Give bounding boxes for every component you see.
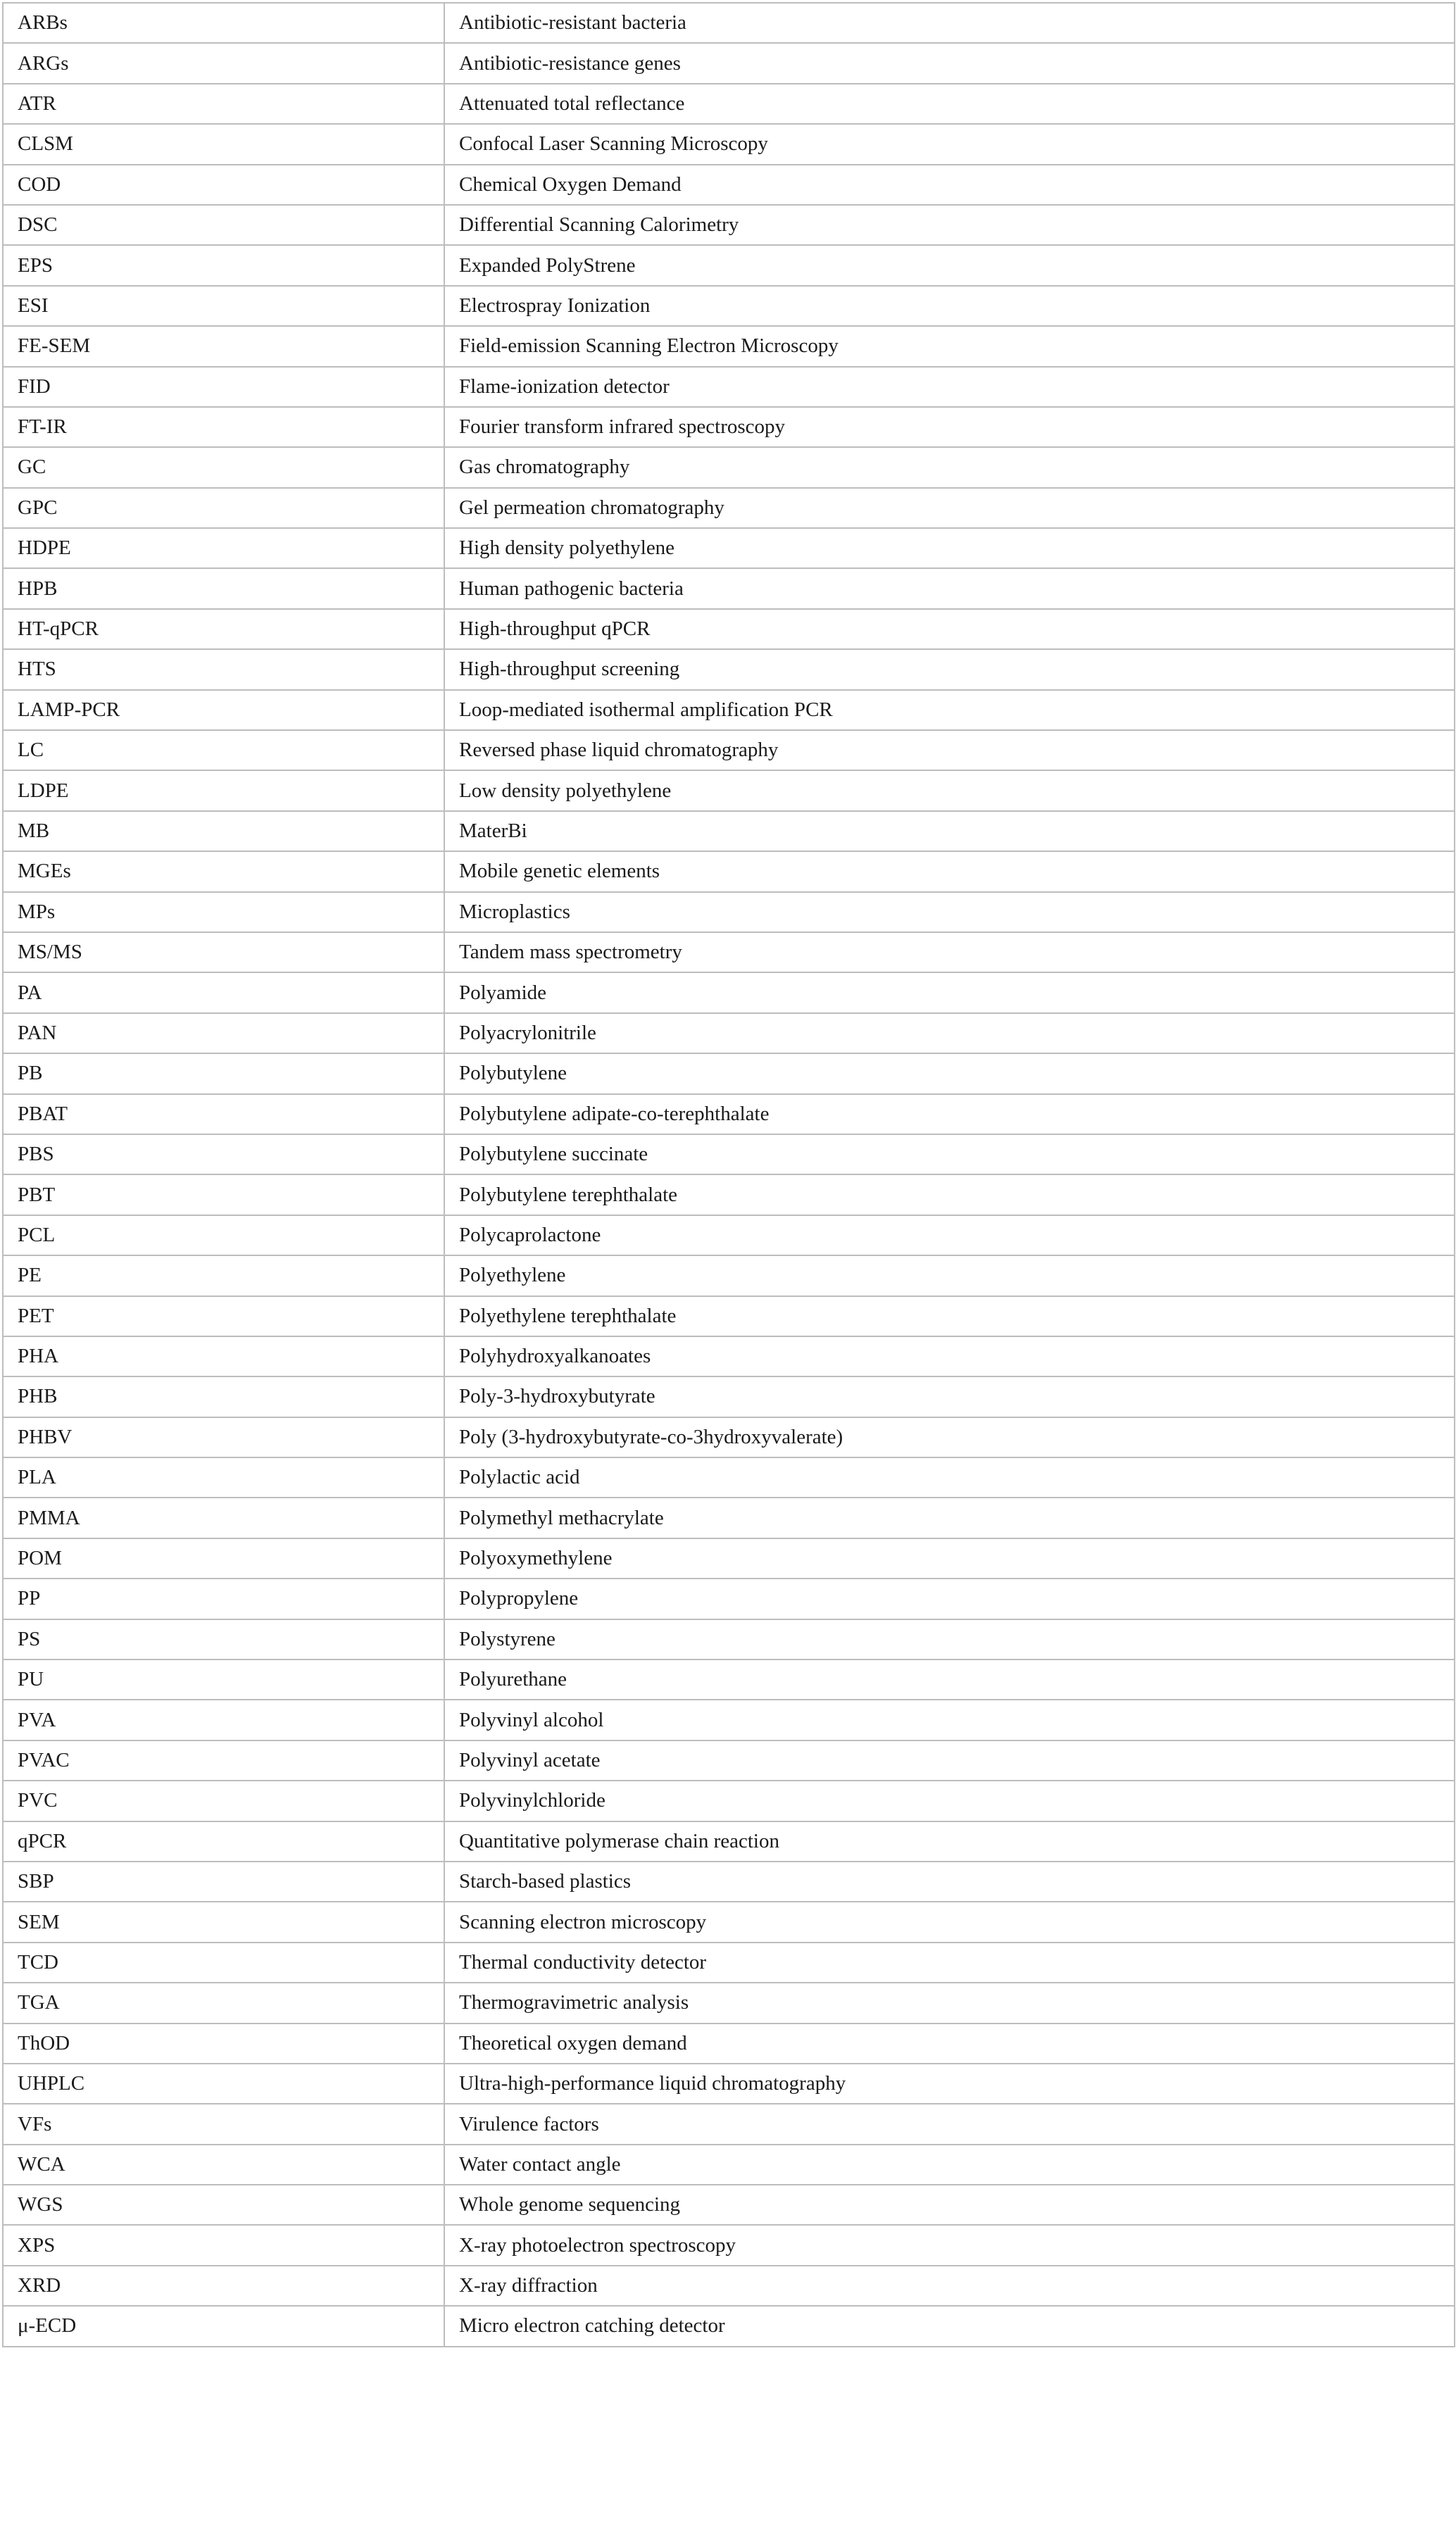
definition-cell: Micro electron catching detector <box>444 2306 1455 2346</box>
definition-cell: Polyoxymethylene <box>444 1538 1455 1579</box>
table-row <box>3 1740 1455 1781</box>
definition-cell: Thermogravimetric analysis <box>444 1983 1455 2023</box>
abbreviation-cell: XRD <box>3 2266 444 2306</box>
definition-cell: Low density polyethylene <box>444 770 1455 810</box>
definition-cell: Human pathogenic bacteria <box>444 568 1455 608</box>
abbreviation-cell: ATR <box>3 84 444 124</box>
definition-cell: Expanded PolyStrene <box>444 245 1455 285</box>
definition-cell: Polybutylene terephthalate <box>444 1174 1455 1215</box>
abbreviation-cell: WCA <box>3 2145 444 2185</box>
abbreviation-cell: CLSM <box>3 124 444 164</box>
abbreviation-cell: PBT <box>3 1174 444 1215</box>
table-row <box>3 367 1455 407</box>
table-row <box>3 2225 1455 2265</box>
abbreviation-cell: PB <box>3 1053 444 1093</box>
table-row <box>3 2306 1455 2346</box>
abbreviation-cell: PAN <box>3 1013 444 1053</box>
table-row <box>3 1376 1455 1417</box>
abbreviations-table-body <box>3 3 1455 2347</box>
abbreviation-cell: PHB <box>3 1376 444 1417</box>
abbreviation-cell: ARBs <box>3 3 444 43</box>
abbreviation-cell: DSC <box>3 205 444 245</box>
abbreviations-table <box>2 2 1455 2347</box>
definition-cell: Polylactic acid <box>444 1457 1455 1498</box>
definition-cell: Microplastics <box>444 892 1455 932</box>
abbreviation-cell: PBAT <box>3 1094 444 1134</box>
table-row <box>3 165 1455 205</box>
abbreviation-cell: HDPE <box>3 528 444 568</box>
table-row <box>3 205 1455 245</box>
table-row <box>3 1013 1455 1053</box>
definition-cell: X-ray diffraction <box>444 2266 1455 2306</box>
definition-cell: Fourier transform infrared spectroscopy <box>444 407 1455 447</box>
table-row <box>3 1902 1455 1942</box>
table-row <box>3 1498 1455 1538</box>
definition-cell: Reversed phase liquid chromatography <box>444 730 1455 770</box>
definition-cell: Whole genome sequencing <box>444 2185 1455 2225</box>
abbreviation-cell: MGEs <box>3 851 444 891</box>
definition-cell: Theoretical oxygen demand <box>444 2024 1455 2064</box>
definition-cell: Polystyrene <box>444 1619 1455 1660</box>
table-row <box>3 1781 1455 1821</box>
table-row <box>3 3 1455 43</box>
abbreviation-cell: XPS <box>3 2225 444 2265</box>
table-row <box>3 1579 1455 1619</box>
definition-cell: Polypropylene <box>444 1579 1455 1619</box>
table-row <box>3 286 1455 326</box>
table-row <box>3 1296 1455 1336</box>
definition-cell: Polybutylene adipate-co-terephthalate <box>444 1094 1455 1134</box>
table-row <box>3 1053 1455 1093</box>
table-row <box>3 1255 1455 1295</box>
definition-cell: Antibiotic-resistance genes <box>444 43 1455 83</box>
definition-cell: Polybutylene succinate <box>444 1134 1455 1174</box>
definition-cell: Poly (3-hydroxybutyrate-co-3hydroxyvalerate) <box>444 1417 1455 1457</box>
abbreviation-cell: PHA <box>3 1336 444 1376</box>
definition-cell: Tandem mass spectrometry <box>444 932 1455 972</box>
table-row <box>3 730 1455 770</box>
abbreviation-cell: MPs <box>3 892 444 932</box>
abbreviation-cell: PA <box>3 972 444 1012</box>
definition-cell: Scanning electron microscopy <box>444 1902 1455 1942</box>
definition-cell: Attenuated total reflectance <box>444 84 1455 124</box>
table-row <box>3 1821 1455 1862</box>
definition-cell: Antibiotic-resistant bacteria <box>444 3 1455 43</box>
abbreviation-cell: PS <box>3 1619 444 1660</box>
definition-cell: High density polyethylene <box>444 528 1455 568</box>
table-row <box>3 1336 1455 1376</box>
definition-cell: Virulence factors <box>444 2104 1455 2144</box>
abbreviation-cell: SEM <box>3 1902 444 1942</box>
definition-cell: Gas chromatography <box>444 447 1455 487</box>
abbreviation-cell: PVC <box>3 1781 444 1821</box>
definition-cell: Polyvinyl alcohol <box>444 1700 1455 1740</box>
table-row <box>3 124 1455 164</box>
definition-cell: Polyurethane <box>444 1660 1455 1700</box>
abbreviation-cell: μ-ECD <box>3 2306 444 2346</box>
abbreviation-cell: LDPE <box>3 770 444 810</box>
definition-cell: High-throughput screening <box>444 649 1455 689</box>
table-row <box>3 84 1455 124</box>
abbreviation-cell: SBP <box>3 1862 444 1902</box>
table-row <box>3 245 1455 285</box>
definition-cell: Electrospray Ionization <box>444 286 1455 326</box>
table-row <box>3 892 1455 932</box>
definition-cell: Polyacrylonitrile <box>444 1013 1455 1053</box>
abbreviation-cell: PBS <box>3 1134 444 1174</box>
definition-cell: High-throughput qPCR <box>444 609 1455 649</box>
table-row <box>3 851 1455 891</box>
table-row <box>3 2185 1455 2225</box>
definition-cell: Polyvinyl acetate <box>444 1740 1455 1781</box>
abbreviation-cell: MB <box>3 811 444 851</box>
table-row <box>3 1538 1455 1579</box>
abbreviation-cell: ThOD <box>3 2024 444 2064</box>
definition-cell: Differential Scanning Calorimetry <box>444 205 1455 245</box>
definition-cell: Quantitative polymerase chain reaction <box>444 1821 1455 1862</box>
table-row <box>3 1700 1455 1740</box>
definition-cell: Polyvinylchloride <box>444 1781 1455 1821</box>
table-row <box>3 1619 1455 1660</box>
abbreviation-cell: PET <box>3 1296 444 1336</box>
table-row <box>3 1660 1455 1700</box>
table-row <box>3 811 1455 851</box>
abbreviation-cell: TCD <box>3 1943 444 1983</box>
definition-cell: Ultra-high-performance liquid chromatography <box>444 2064 1455 2104</box>
table-row <box>3 1457 1455 1498</box>
definition-cell: Polyhydroxyalkanoates <box>444 1336 1455 1376</box>
definition-cell: Polyethylene <box>444 1255 1455 1295</box>
abbreviation-cell: qPCR <box>3 1821 444 1862</box>
definition-cell: Starch-based plastics <box>444 1862 1455 1902</box>
abbreviation-cell: HPB <box>3 568 444 608</box>
abbreviation-cell: TGA <box>3 1983 444 2023</box>
table-row <box>3 2064 1455 2104</box>
table-row <box>3 1134 1455 1174</box>
table-row <box>3 1943 1455 1983</box>
abbreviation-cell: FT-IR <box>3 407 444 447</box>
abbreviation-cell: WGS <box>3 2185 444 2225</box>
definition-cell: MaterBi <box>444 811 1455 851</box>
abbreviation-cell: EPS <box>3 245 444 285</box>
abbreviation-cell: LC <box>3 730 444 770</box>
definition-cell: Thermal conductivity detector <box>444 1943 1455 1983</box>
definition-cell: Polycaprolactone <box>444 1215 1455 1255</box>
table-row <box>3 770 1455 810</box>
abbreviation-cell: HT-qPCR <box>3 609 444 649</box>
table-row <box>3 447 1455 487</box>
table-row <box>3 1983 1455 2023</box>
abbreviation-cell: PCL <box>3 1215 444 1255</box>
definition-cell: X-ray photoelectron spectroscopy <box>444 2225 1455 2265</box>
definition-cell: Flame-ionization detector <box>444 367 1455 407</box>
definition-cell: Polyamide <box>444 972 1455 1012</box>
table-row <box>3 609 1455 649</box>
abbreviation-cell: FE-SEM <box>3 326 444 366</box>
definition-cell: Polybutylene <box>444 1053 1455 1093</box>
table-row <box>3 1215 1455 1255</box>
table-row <box>3 43 1455 83</box>
abbreviation-cell: POM <box>3 1538 444 1579</box>
abbreviation-cell: ARGs <box>3 43 444 83</box>
table-row <box>3 488 1455 528</box>
definition-cell: Gel permeation chromatography <box>444 488 1455 528</box>
abbreviation-cell: PVAC <box>3 1740 444 1781</box>
abbreviation-cell: PE <box>3 1255 444 1295</box>
abbreviation-cell: PP <box>3 1579 444 1619</box>
abbreviation-cell: UHPLC <box>3 2064 444 2104</box>
table-row <box>3 1862 1455 1902</box>
abbreviation-cell: MS/MS <box>3 932 444 972</box>
definition-cell: Chemical Oxygen Demand <box>444 165 1455 205</box>
table-row <box>3 690 1455 730</box>
definition-cell: Polyethylene terephthalate <box>444 1296 1455 1336</box>
abbreviation-cell: GC <box>3 447 444 487</box>
abbreviation-cell: FID <box>3 367 444 407</box>
table-row <box>3 1174 1455 1215</box>
table-row <box>3 2266 1455 2306</box>
abbreviation-cell: PVA <box>3 1700 444 1740</box>
abbreviation-cell: COD <box>3 165 444 205</box>
table-row <box>3 1417 1455 1457</box>
definition-cell: Polymethyl methacrylate <box>444 1498 1455 1538</box>
abbreviation-cell: PU <box>3 1660 444 1700</box>
definition-cell: Field-emission Scanning Electron Microscopy <box>444 326 1455 366</box>
abbreviation-cell: ESI <box>3 286 444 326</box>
abbreviation-cell: GPC <box>3 488 444 528</box>
definition-cell: Poly-3-hydroxybutyrate <box>444 1376 1455 1417</box>
table-row <box>3 568 1455 608</box>
table-row <box>3 932 1455 972</box>
abbreviation-cell: PMMA <box>3 1498 444 1538</box>
table-row <box>3 972 1455 1012</box>
abbreviation-cell: HTS <box>3 649 444 689</box>
table-row <box>3 1094 1455 1134</box>
table-row <box>3 2104 1455 2144</box>
table-row <box>3 649 1455 689</box>
table-row <box>3 2024 1455 2064</box>
definition-cell: Mobile genetic elements <box>444 851 1455 891</box>
definition-cell: Confocal Laser Scanning Microscopy <box>444 124 1455 164</box>
abbreviation-cell: PLA <box>3 1457 444 1498</box>
table-row <box>3 2145 1455 2185</box>
definition-cell: Water contact angle <box>444 2145 1455 2185</box>
table-row <box>3 407 1455 447</box>
table-row <box>3 528 1455 568</box>
definition-cell: Loop-mediated isothermal amplification PCR <box>444 690 1455 730</box>
abbreviation-cell: LAMP-PCR <box>3 690 444 730</box>
table-row <box>3 326 1455 366</box>
abbreviation-cell: PHBV <box>3 1417 444 1457</box>
abbreviation-cell: VFs <box>3 2104 444 2144</box>
